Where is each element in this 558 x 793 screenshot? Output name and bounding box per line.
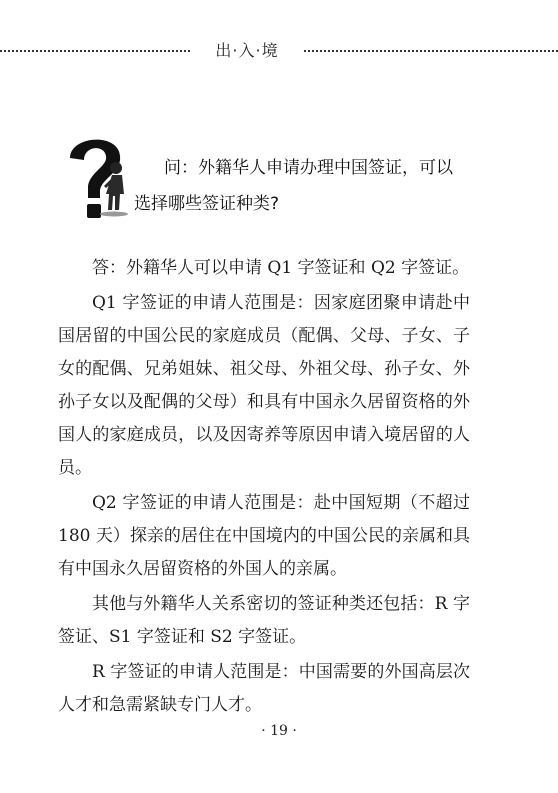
header-dotted-rule-left [0, 50, 190, 52]
header-dotted-rule-right [304, 50, 558, 52]
question-block [56, 128, 516, 228]
answer-paragraph-5: R 字签证的申请人范围是：中国需要的外国高层次人才和急需紧缺专门人才。 [58, 662, 470, 715]
question-mark-figure-icon [56, 128, 136, 224]
question-text [134, 150, 514, 222]
page-number: · 19 · [261, 723, 297, 739]
page-header [0, 38, 558, 58]
question-line-2: 选择哪些签证种类? [134, 194, 280, 214]
answer-lead: 答： [92, 258, 126, 278]
answer-paragraph-1-text: 外籍华人可以申请 Q1 字签证和 Q2 字签证。 [126, 258, 470, 278]
answer-paragraph-1 [58, 252, 470, 285]
answer-paragraph-3: Q2 字签证的申请人范围是：赴中国短期（不超过 180 天）探亲的居住在中国境内的中国公民的亲属和具有中国永久居留资格的外国人的亲属。 [58, 493, 470, 579]
answer-paragraph-4: 其他与外籍华人关系密切的签证种类还包括：R 字签证、S1 字签证和 S2 字签证。 [58, 594, 470, 647]
answer-body [58, 252, 470, 722]
answer-paragraph-2: Q1 字签证的申请人范围是：因家庭团聚申请赴中国居留的中国公民的家庭成员（配偶、父母、子女、子女的配偶、兄弟姐妹、祖父母、外祖父母、孙子女、外孙子女以及配偶的父母）和具有中国永久居留资格的外国人的家庭成员，以及因寄养等原因申请入境居留的人员。 [58, 293, 470, 478]
header-title: 出·入·境 [215, 41, 279, 60]
question-line-1: 问：外籍华人申请办理中国签证，可以 [164, 158, 453, 178]
